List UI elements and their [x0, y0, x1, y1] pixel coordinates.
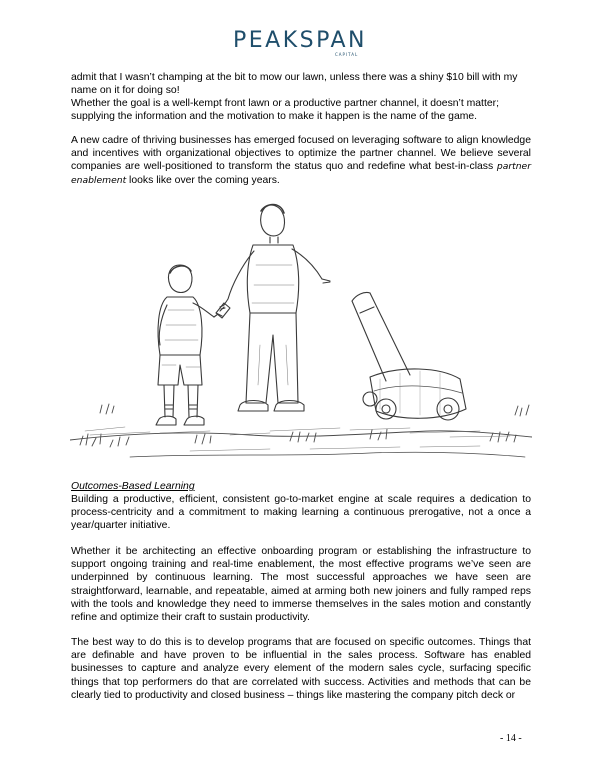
- company-logo: PEAKSPAN: [233, 28, 367, 53]
- company-logo-subtext: CAPITAL: [335, 52, 359, 57]
- lawn-mowing-illustration: [70, 195, 532, 473]
- boy-figure: [156, 265, 222, 425]
- paragraph-goal: Whether the goal is a well-kempt front lawn or a productive partner channel, it doesn’t matter; supplying the information and the motivation to make it happen is the name of the game.: [71, 98, 499, 123]
- paragraph-new-cadre-text: A new cadre of thriving businesses has emerged focused on leveraging software to align knowledge and incentives with organizational objectives to optimize the partner channel. We believe several companies are well-positioned to transform the status quo and redefine what best-in-class: [71, 135, 531, 173]
- partner-enablement-emphasis: partner enablement: [71, 161, 531, 186]
- grass-sketch: [70, 404, 532, 457]
- lawn-mower-sketch: [352, 292, 466, 420]
- paragraph-go-to-market: Building a productive, efficient, consistent go-to-market engine at scale requires a dedication to process-centricity and a commitment to making learning a continuous prerogative, not a once a year/quarter initiative.: [71, 494, 531, 532]
- man-figure: [220, 205, 330, 412]
- section-heading: Outcomes-Based Learning: [71, 481, 195, 492]
- paragraph-specific-outcomes: The best way to do this is to develop programs that are focused on specific outcomes. Things that are definable and have proven to be influential in the sales process. Software has enabled businesses to capture and analyze every element of the modern sales cycle, surfacing specific things that top performers do that are correlated with success. Activities and methods that can be clearly tied to productivity and closed business – things like mastering the company pitch deck or: [71, 637, 531, 701]
- paragraph-new-cadre-tail: looks like over the coming years.: [126, 174, 280, 186]
- paragraph-new-cadre: [71, 134, 531, 187]
- paragraph-intro-continuation: admit that I wasn’t champing at the bit to mow our lawn, unless there was a shiny $10 bill with my name on it for doing so!: [71, 72, 518, 97]
- paragraph-continuous-learning: Whether it be architecting an effective onboarding program or establishing the infrastructure to support ongoing training and real-time enablement, the most effective programs we’ve seen are underpinned by continuous learning. The most successful approaches we have seen are straightforward, learnable, and repeatable, aimed at arming both new joiners and fully ramped reps with the tools and knowledge they need to immerse themselves in the sales motion and constantly refine and optimize their craft to sustain productivity.: [71, 546, 531, 624]
- page-number: - 14 -: [500, 733, 522, 744]
